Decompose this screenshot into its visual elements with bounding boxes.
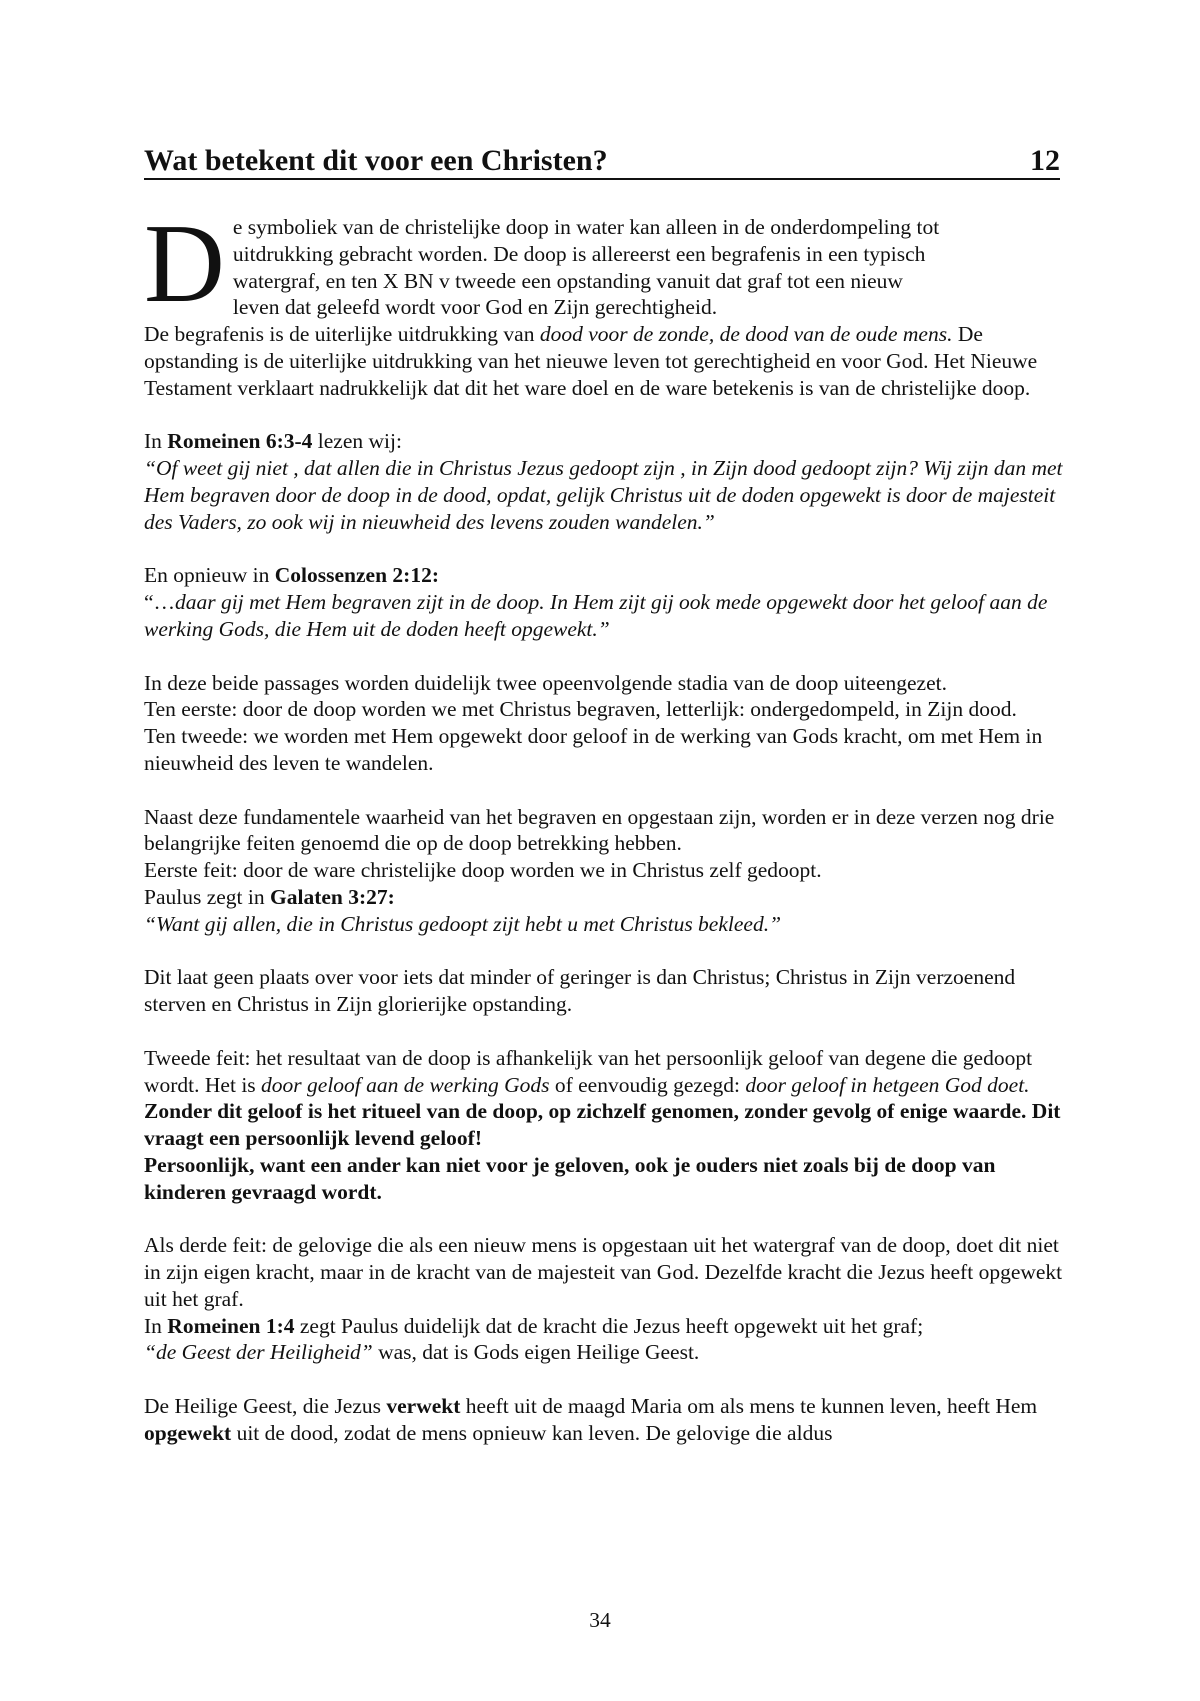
emphasis-paragraph: Persoonlijk, want een ander kan niet voor je geloven, ook je ouders niet zoals bij de doop van kinderen gevraagd wordt. <box>144 1152 996 1204</box>
scripture-reference: Galaten 3:27: <box>270 884 395 909</box>
chapter-number: 12 <box>1030 144 1060 177</box>
colossenzen-intro: En opnieuw in Colossenzen 2:12: <box>144 563 440 588</box>
tweede-feit-paragraph: Tweede feit: het resultaat van de doop is afhankelijk van het persoonlijk geloof van degene die gedoopt wordt. Het is door geloof aan de werking Gods of eenvoudig gezegd: door geloof in hetgeen God doet. <box>144 1045 1033 1097</box>
stadia-paragraph: In deze beide passages worden duidelijk twee opeenvolgende stadia van de doop uiteengezet. <box>144 670 947 695</box>
feiten-paragraph: Eerste feit: door de ware christelijke doop worden we in Christus zelf gedoopt. <box>144 858 822 883</box>
stadia-paragraph: Ten tweede: we worden met Hem opgewekt door geloof in de werking van Gods kracht, om met Hem in nieuwheid des leven te wandelen. <box>144 724 1043 775</box>
romeinen-quote: “Of weet gij niet , dat allen die in Christus Jezus gedoopt zijn , in Zijn dood gedoopt zijn? Wij zijn dan met Hem begraven door de doop in de dood, opdat, gelijk Christus uit de doden opgewekt is door de majesteit des Vaders, zo ook wij in nieuwheid des levens zouden wandelen.” <box>144 456 1063 534</box>
intro-paragraph <box>144 202 1064 326</box>
scripture-reference: Romeinen 1:4 <box>167 1313 295 1338</box>
emphasis-paragraph: Zonder dit geloof is het ritueel van de doop, op zichzelf genomen, zonder gevolg of enige waarde. Dit vraagt een persoonlijk levend geloof! <box>144 1099 1061 1151</box>
intro-line: leven dat geleefd wordt voor God en Zijn gerechtigheid. <box>232 295 718 320</box>
begrafenis-paragraph: De begrafenis is de uiterlijke uitdrukking van dood voor de zonde, de dood van de oude mens. De opstanding is de uiterlijke uitdrukking van het nieuwe leven tot gerechtigheid en voor God. Het Nieuwe Testament verklaart nadrukkelijk dat dit het ware doel en de ware betekenis is van de christelijke doop. <box>144 322 1038 400</box>
chapter-header <box>144 140 1060 180</box>
page-number: 34 <box>589 1608 611 1632</box>
drop-cap: D <box>144 202 225 326</box>
intro-line: e symboliek van de christelijke doop in water kan alleen in de onderdompeling tot <box>232 215 940 239</box>
derde-feit-paragraph: Als derde feit: de gelovige die als een nieuw mens is opgestaan uit het watergraf van de doop, doet dit niet in zijn eigen kracht, maar in de kracht van de majesteit van God. Dezelfde kracht die Jezus heeft opgewekt uit het graf. <box>144 1233 1063 1311</box>
stadia-paragraph: Ten eerste: door de doop worden we met Christus begraven, letterlijk: ondergedompeld, in Zijn dood. <box>144 697 1017 722</box>
romeinen-intro: In Romeinen 6:3-4 lezen wij: <box>144 429 402 454</box>
galaten-intro: Paulus zegt in Galaten 3:27: <box>144 884 395 909</box>
galaten-quote: “Want gij allen, die in Christus gedoopt zijt hebt u met Christus bekleed.” <box>144 911 782 936</box>
geest-quote-paragraph: “de Geest der Heiligheid” was, dat is Gods eigen Heilige Geest. <box>144 1340 700 1365</box>
scripture-reference: Romeinen 6:3-4 <box>167 429 313 454</box>
intro-line: watergraf, en ten X BN v tweede een opstanding vanuit dat graf tot een nieuw <box>232 268 903 293</box>
colossenzen-quote: “…daar gij met Hem begraven zijt in de doop. In Hem zijt gij ook mede opgewekt door het geloof aan de werking Gods, die Hem uit de doden heeft opgewekt.” <box>144 590 1048 641</box>
christus-paragraph: Dit laat geen plaats over voor iets dat minder of geringer is dan Christus; Christus in Zijn verzoenend sterven en Christus in Zijn glorierijke opstanding. <box>144 965 1016 1017</box>
feiten-paragraph: Naast deze fundamentele waarheid van het begraven en opgestaan zijn, worden er in deze verzen nog drie belangrijke feiten genoemd die op de doop betrekking hebben. <box>144 804 1055 856</box>
intro-line: uitdrukking gebracht worden. De doop is allereerst een begrafenis in een typisch <box>232 241 926 266</box>
document-body <box>144 202 1064 1447</box>
heilige-geest-paragraph: De Heilige Geest, die Jezus verwekt heeft uit de maagd Maria om als mens te kunnen leven, heeft Hem opgewekt uit de dood, zodat de mens opnieuw kan leven. De gelovige die aldus <box>144 1394 1038 1445</box>
chapter-title: Wat betekent dit voor een Christen? <box>144 144 608 177</box>
romeinen1-paragraph: In Romeinen 1:4 zegt Paulus duidelijk dat de kracht die Jezus heeft opgewekt uit het graf; <box>144 1313 924 1338</box>
scripture-reference: Colossenzen 2:12: <box>274 563 440 588</box>
